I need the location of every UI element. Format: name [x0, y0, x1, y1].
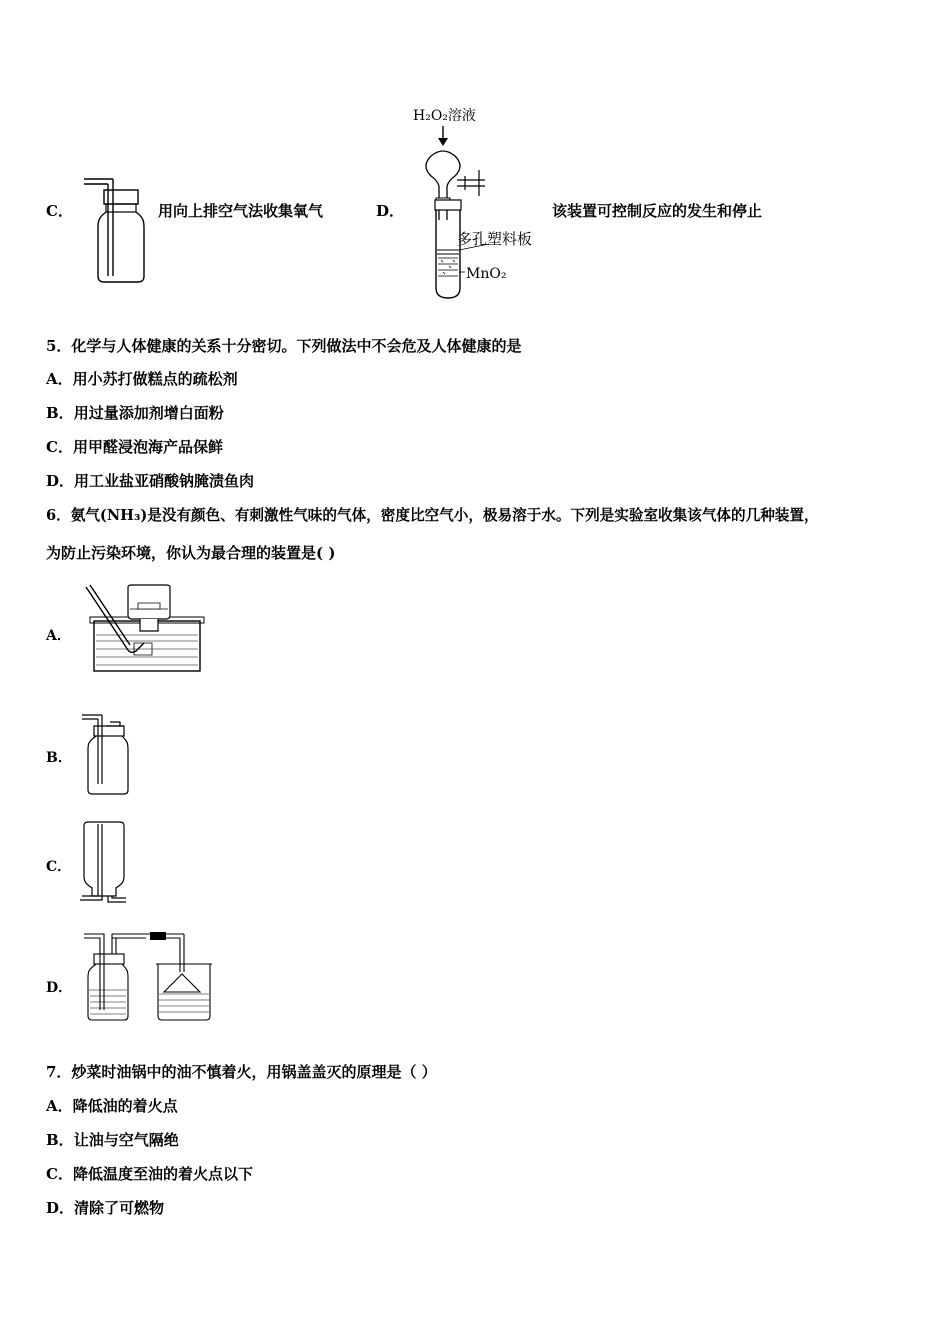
option-label: D． — [46, 1199, 75, 1217]
inverted-bottle-diagram — [80, 820, 128, 904]
option-text: 降低温度至油的着火点以下 — [72, 1165, 253, 1183]
q5-option-c — [46, 437, 223, 457]
h2o2-generator-diagram — [405, 100, 555, 300]
gas-bottle-with-absorption-diagram — [80, 930, 215, 1025]
q7-stem: 7．炒菜时油锅中的油不慎着火，用锅盖盖灭的原理是（ ） — [46, 1063, 437, 1081]
option-label: B． — [46, 404, 74, 422]
gas-bottle-long-in-diagram — [80, 714, 130, 796]
q7-option-c — [46, 1164, 253, 1184]
porous-plate-label: 多孔塑料板 — [457, 230, 533, 248]
option-label: C． — [46, 1165, 73, 1183]
option-text: 用过量添加剂增白面粉 — [73, 404, 224, 422]
q6-option-c-label: C． — [46, 859, 72, 875]
option-label: A． — [46, 1097, 73, 1115]
mno2-label: MnO₂ — [466, 266, 507, 282]
q6-stem-line1: 6．氨气(NH₃)是没有颜色、有刺激性气味的气体，密度比空气小，极易溶于水。下列是实验室收集该气体的几种装置， — [46, 507, 819, 524]
q4-option-d-text: 该装置可控制反应的发生和停止 — [552, 202, 763, 220]
q7-option-d — [46, 1198, 164, 1218]
q6-option-d-label: D． — [46, 980, 73, 996]
option-label: C． — [46, 438, 73, 456]
option-label: A． — [46, 370, 73, 388]
q7-option-a — [46, 1096, 178, 1116]
option-text: 清除了可燃物 — [74, 1199, 165, 1217]
option-text: 让油与空气隔绝 — [73, 1131, 179, 1149]
q5-option-d — [46, 471, 254, 491]
option-label: D． — [46, 472, 75, 490]
option-text: 用小苏打做糕点的疏松剂 — [72, 370, 238, 388]
q7-option-b — [46, 1130, 179, 1150]
q4-option-c-label: C． — [46, 202, 73, 220]
q4-option-d-label: D． — [376, 202, 405, 220]
option-text: 用工业盐亚硝酸钠腌渍鱼肉 — [74, 472, 255, 490]
option-label: B． — [46, 1131, 74, 1149]
gas-bottle-diagram — [80, 176, 150, 286]
water-displacement-diagram — [80, 585, 202, 675]
option-text: 降低油的着火点 — [72, 1097, 178, 1115]
q5-option-a — [46, 369, 238, 389]
h2o2-solution-label: H₂O₂溶液 — [413, 108, 476, 124]
q4-option-c-text: 用向上排空气法收集氧气 — [158, 202, 324, 220]
q6-option-a-label: A． — [46, 628, 71, 644]
q6-option-b-label: B． — [46, 750, 72, 766]
q6-stem-line2: 为防止污染环境，你认为最合理的装置是( ) — [46, 544, 336, 562]
q5-stem: 5．化学与人体健康的关系十分密切。下列做法中不会危及人体健康的是 — [46, 337, 522, 355]
q5-option-b — [46, 403, 224, 423]
option-text: 用甲醛浸泡海产品保鲜 — [72, 438, 223, 456]
